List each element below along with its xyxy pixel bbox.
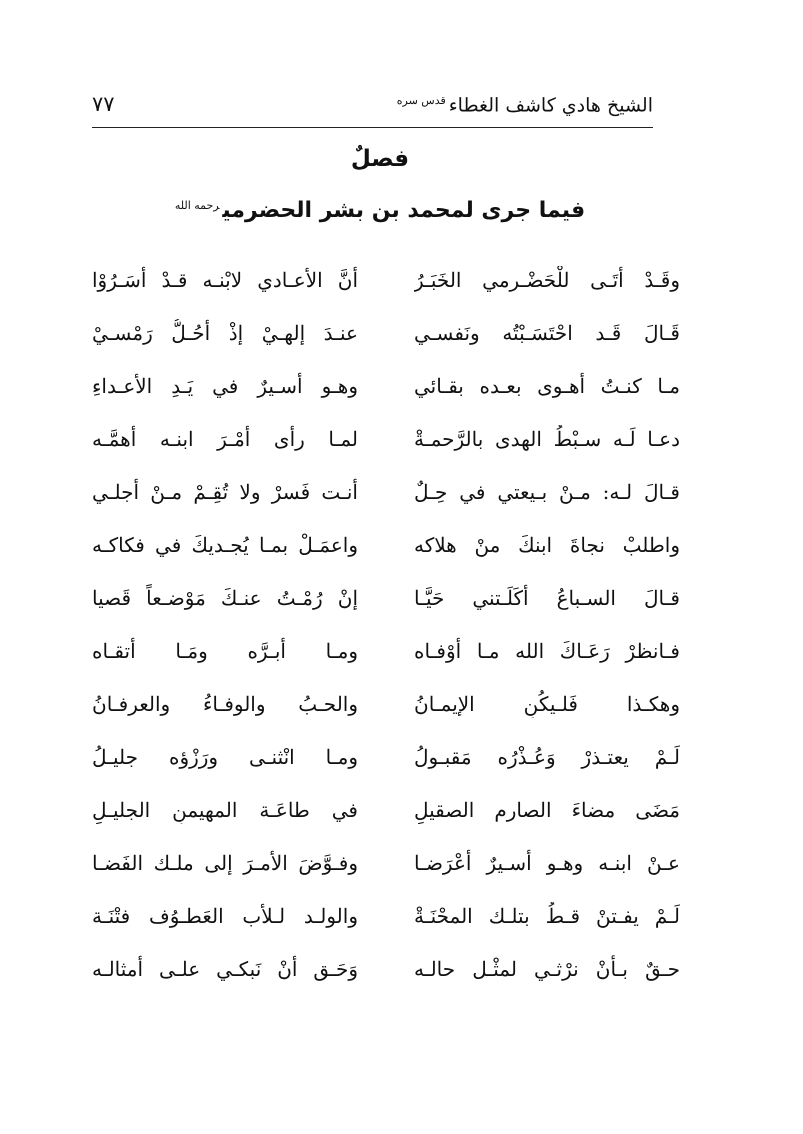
section-subheading xyxy=(0,198,760,223)
second-hemistich: والولـد لـلأب العَطـوُف فتْنَـة xyxy=(92,904,358,928)
poem xyxy=(92,262,680,1004)
verse xyxy=(92,527,680,580)
first-hemistich: عـنْ ابنـه وهـو أسـيرٌ أعْرَضـا xyxy=(414,851,680,875)
honorific-mark: رحمه الله xyxy=(174,198,220,212)
second-hemistich: في طاعَـة المهيمنِ الجليـلِ xyxy=(92,798,358,822)
first-hemistich: دعـا لَـه سـبْطُ الهدى بالرَّحمـةْ xyxy=(414,427,680,451)
verse xyxy=(92,474,680,527)
running-title xyxy=(397,94,653,116)
verse xyxy=(92,315,680,368)
first-hemistich: وهكـذا فَلـيكُنِ الإيمـانُ xyxy=(414,692,680,716)
second-hemistich: أنـت فَسرْ ولا تُقِـمْ مـنْ أجلـي xyxy=(92,480,358,504)
verse xyxy=(92,898,680,951)
first-hemistich: قـالَ السـباعُ أكَلَـتني حَيَّـا xyxy=(414,586,680,610)
first-hemistich: وقَـدْ أتَـى للْحَضْـرمي الخَبَـرُ xyxy=(414,268,680,292)
subheading-text: فيما جرى لمحمد بن بشر الحضرمي xyxy=(222,198,586,223)
section-heading: فصلٌ xyxy=(350,146,410,172)
second-hemistich: واعمَـلْ بمـا يُجـديكَ في فكاكـه xyxy=(92,533,358,557)
first-hemistich: مَضَى مضاءَ الصارم الصقيلِ xyxy=(414,798,680,822)
second-hemistich: ومـا انْثنـى ورَزْؤه جليـلُ xyxy=(92,745,358,769)
running-title-text: الشيخ هادي كاشف الغطاء xyxy=(448,94,653,117)
first-hemistich: واطلبْ نجاةَ ابنكَ منْ هلاكه xyxy=(414,533,680,557)
verse xyxy=(92,845,680,898)
verse xyxy=(92,739,680,792)
verse xyxy=(92,580,680,633)
page-number: ٧٧ xyxy=(92,92,115,116)
first-hemistich: مـا كنـتُ أهـوى بعـده بقـائي xyxy=(414,374,680,398)
honorific-mark: قدس سره xyxy=(396,94,446,107)
verse xyxy=(92,421,680,474)
verse xyxy=(92,951,680,1004)
verse xyxy=(92,633,680,686)
first-hemistich: فـانظرْ رَعَـاكَ الله مـا أوْفـاه xyxy=(414,639,680,663)
first-hemistich: قَـالَ قَـد احْتَسَـبْتُه ونَفسـي xyxy=(414,321,680,345)
first-hemistich: لَـمْ يعتـذرْ وَعُـذْرُه مَقبـولُ xyxy=(414,745,680,769)
verse xyxy=(92,792,680,845)
second-hemistich: وفـوَّضَ الأمـرَ إلى ملـك الفَضـا xyxy=(92,851,358,875)
header-divider xyxy=(92,127,653,128)
second-hemistich: ومـا أبـرَّه ومَـا أتقـاه xyxy=(92,639,358,663)
second-hemistich: أنَّ الأعـادي لابْنـه قـدْ أسَـرُوْا xyxy=(92,268,358,292)
verse xyxy=(92,262,680,315)
second-hemistich: لمـا رأى أمْـرَ ابنـه أهمَّـه xyxy=(92,427,358,451)
verse xyxy=(92,686,680,739)
second-hemistich: إنْ رُمْـتُ عنـكَ مَوْضـعاً قَصيا xyxy=(92,586,358,610)
second-hemistich: وهـو أسـيرٌ في يَـدِ الأعـداءِ xyxy=(92,374,358,398)
first-hemistich: قـالَ لـه: مـنْ بـيعتي في حِـلٌ xyxy=(414,480,680,504)
first-hemistich: حـقٌ بـأنْ نرْثـي لمثْـل حالـه xyxy=(414,957,680,981)
second-hemistich: وَحَـق أنْ نَبكـي علـى أمثالـه xyxy=(92,957,358,981)
second-hemistich: والحـبُ والوفـاءُ والعرفـانُ xyxy=(92,692,358,716)
second-hemistich: عنـدَ إلهـيْ إذْ أحُـلُّ رَمْسـيْ xyxy=(92,321,358,345)
verse xyxy=(92,368,680,421)
first-hemistich: لَـمْ يفـتنْ قـطُ بتلـك المحْنَـةْ xyxy=(414,904,680,928)
running-header xyxy=(92,90,653,126)
